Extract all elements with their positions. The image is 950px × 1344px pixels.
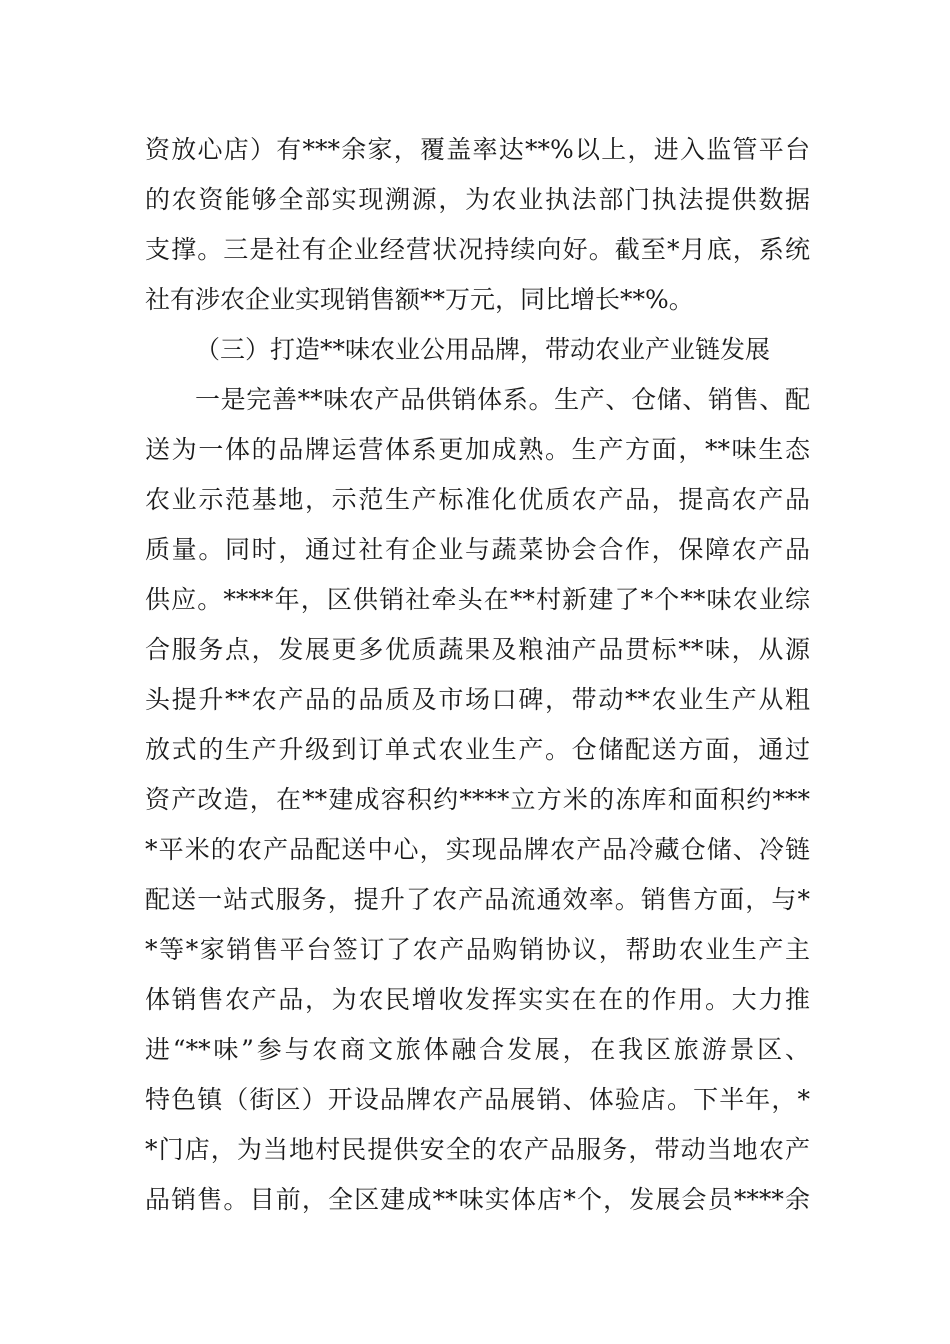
text-line: *等*家销售平台签订了农产品购销协议，帮助农业生产主 [145,935,810,964]
text-line: 头提升**农产品的品质及市场口碑，带动**农业生产从粗 [145,685,810,714]
text-line: 特色镇（街区）开设品牌农产品展销、体验店。下半年，* [145,1085,810,1114]
text-line: 资产改造，在**建成容积约****立方米的冻库和面积约*** [145,785,810,814]
paragraph-first-line: 一是完善**味农产品供销体系。生产、仓储、销售、配 [195,385,810,414]
text-line: 品销售。目前，全区建成**味实体店*个，发展会员****余 [145,1185,810,1214]
text-line: 资放心店）有***余家，覆盖率达**%以上，进入监管平台 [145,135,810,164]
text-line: 质量。同时，通过社有企业与蔬菜协会合作，保障农产品 [145,535,810,564]
text-line: 支撑。三是社有企业经营状况持续向好。截至*月底，系统 [145,235,810,264]
text-line: *平米的农产品配送中心，实现品牌农产品冷藏仓储、冷链 [145,835,810,864]
text-line: 体销售农产品，为农民增收发挥实实在在的作用。大力推 [145,985,810,1014]
text-line: *门店，为当地村民提供安全的农产品服务，带动当地农产 [145,1135,810,1164]
text-line: 社有涉农企业实现销售额**万元，同比增长**%。 [145,285,694,314]
text-line: 放式的生产升级到订单式农业生产。仓储配送方面，通过 [145,735,810,764]
section-heading: （三）打造**味农业公用品牌，带动农业产业链发展 [195,335,771,364]
text-line: 送为一体的品牌运营体系更加成熟。生产方面，**味生态 [145,435,810,464]
text-line: 农业示范基地，示范生产标准化优质农产品，提高农产品 [145,485,810,514]
text-line: 进“**味”参与农商文旅体融合发展，在我区旅游景区、 [145,1035,810,1064]
text-line: 的农资能够全部实现溯源，为农业执法部门执法提供数据 [145,185,810,214]
text-line: 供应。****年，区供销社牵头在**村新建了*个**味农业综 [145,585,810,614]
text-line: 合服务点，发展更多优质蔬果及粮油产品贯标**味，从源 [145,635,810,664]
text-line: 配送一站式服务，提升了农产品流通效率。销售方面，与* [145,885,810,914]
